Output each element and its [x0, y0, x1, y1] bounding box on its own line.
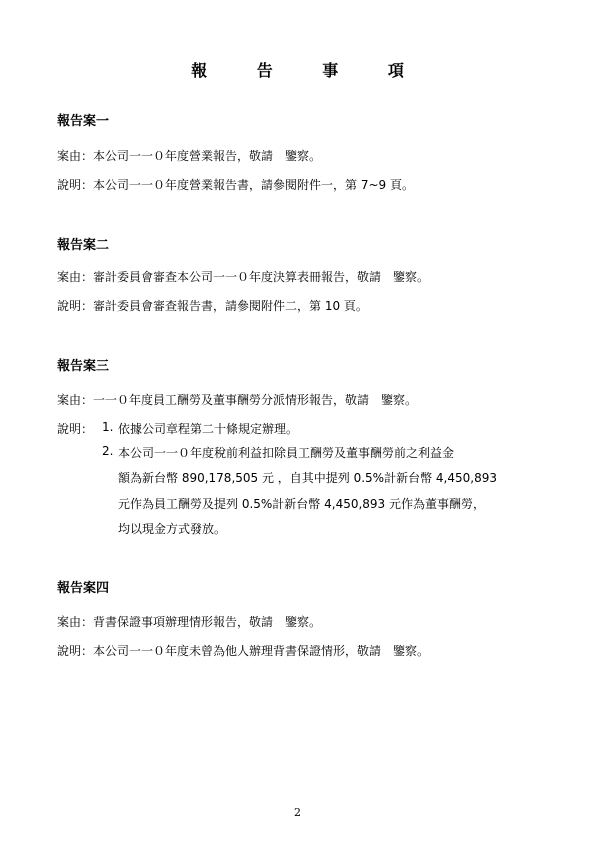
section-2-case: 案由：審計委員會審查本公司一一０年度決算表冊報告，敬請 鑒察。	[57, 270, 430, 284]
section-3-item-2-number: 2.	[102, 444, 114, 458]
page-title: 報 告 事 項	[191, 61, 426, 80]
page-number: 2	[294, 806, 301, 819]
section-3-note-label: 說明：	[57, 422, 94, 436]
section-3-item-1-text: 依據公司章程第二十條規定辦理。	[118, 422, 299, 436]
section-1-heading: 報告案一	[57, 114, 110, 129]
section-3-item-2-line-4: 均以現金方式發放。	[118, 522, 227, 536]
section-3-item-2-line-3: 元作為員工酬勞及提列 0.5%計新台幣 4,450,893 元作為董事酬勞，	[118, 497, 486, 511]
section-2-note: 說明：審計委員會審查報告書，請參閱附件二，第 10 頁。	[57, 299, 368, 313]
section-1-note: 說明：本公司一一０年度營業報告書，請參閱附件一，第 7~9 頁。	[57, 178, 414, 192]
section-2-heading: 報告案二	[57, 238, 110, 253]
section-3-item-2-line-1: 本公司一一０年度稅前利益扣除員工酬勞及董事酬勞前之利益金	[118, 446, 455, 460]
section-3-heading: 報告案三	[57, 359, 110, 374]
section-4-heading: 報告案四	[57, 581, 110, 596]
section-3-item-2-line-2: 額為新台幣 890,178,505 元 ，自其中提列 0.5%計新台幣 4,450,893	[118, 471, 497, 485]
section-3-item-1-number: 1.	[102, 420, 114, 434]
section-4-case: 案由：背書保證事項辦理情形報告，敬請 鑒察。	[57, 615, 322, 629]
section-1-case: 案由：本公司一一０年度營業報告，敬請 鑒察。	[57, 149, 322, 163]
section-4-note: 說明：本公司一一０年度未曾為他人辦理背書保證情形，敬請 鑒察。	[57, 644, 430, 658]
section-3-case: 案由：一一０年度員工酬勞及董事酬勞分派情形報告，敬請 鑒察。	[57, 393, 418, 407]
